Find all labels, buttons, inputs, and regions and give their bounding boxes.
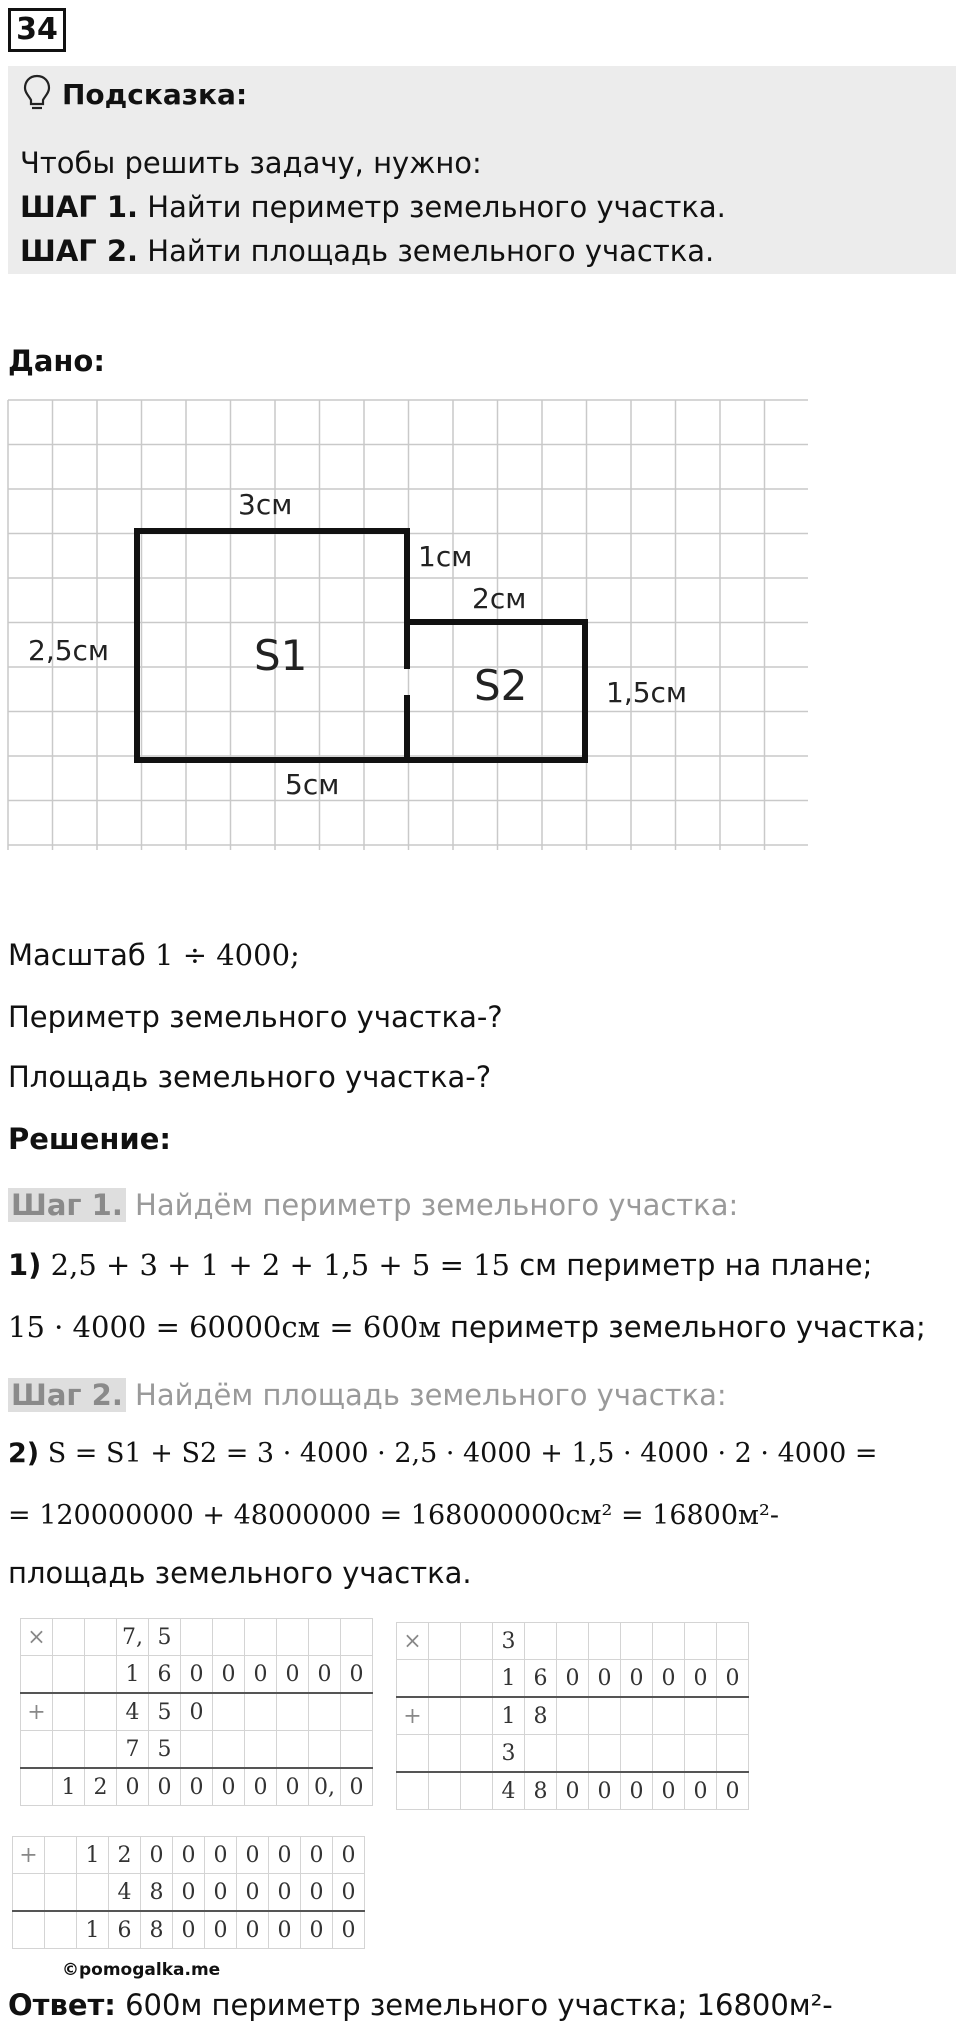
calc-digit xyxy=(277,1731,309,1769)
calc-digit xyxy=(717,1697,749,1735)
line3-num: 2) xyxy=(8,1438,40,1469)
calc-digit xyxy=(85,1619,117,1656)
calc-digit: 0 xyxy=(341,1656,373,1694)
calc-digit: 1 xyxy=(493,1697,525,1735)
calc-digit: 6 xyxy=(149,1656,181,1694)
calc-sign xyxy=(21,1731,53,1769)
plot-outline xyxy=(137,531,585,760)
hint-step2-label: ШАГ 2. xyxy=(20,234,139,268)
calc-sign: + xyxy=(397,1697,429,1735)
calc-digit: 7 xyxy=(117,1731,149,1769)
calc-digit: 0 xyxy=(717,1772,749,1810)
scale-prefix: Масштаб xyxy=(8,938,156,972)
calc-digit: 0 xyxy=(589,1772,621,1810)
calc-digit xyxy=(685,1623,717,1660)
calc-digit: 0 xyxy=(621,1660,653,1698)
calc-row xyxy=(21,1619,373,1656)
line2 xyxy=(8,1310,926,1344)
calc-digit xyxy=(181,1731,213,1769)
site-credit: ©pomogalka.me xyxy=(62,1960,221,1980)
calc-digit: 2 xyxy=(109,1837,141,1874)
calc-digit xyxy=(685,1697,717,1735)
calc-digit: 0 xyxy=(333,1837,365,1874)
calc-digit: 0 xyxy=(301,1874,333,1912)
calc-digit: 0 xyxy=(173,1874,205,1912)
calc-digit: 0 xyxy=(653,1772,685,1810)
calc-digit: 0 xyxy=(685,1660,717,1698)
step2-text: Найдём площадь земельного участка: xyxy=(125,1378,727,1412)
calc-digit xyxy=(429,1772,461,1810)
step1-tag: Шаг 1. xyxy=(8,1188,126,1222)
calc-digit xyxy=(85,1693,117,1731)
calc-digit xyxy=(621,1623,653,1660)
calc-digit: 5 xyxy=(149,1619,181,1656)
calc-digit: 0 xyxy=(301,1911,333,1949)
calc-digit: 3 xyxy=(493,1735,525,1773)
question-area: Площадь земельного участка-? xyxy=(8,1060,492,1094)
calc-digit xyxy=(525,1735,557,1773)
region-s1: S1 xyxy=(254,631,308,680)
calc-row xyxy=(13,1837,365,1874)
calc-digit: 0 xyxy=(653,1660,685,1698)
calc-digit: 1 xyxy=(117,1656,149,1694)
calc-digit: 0 xyxy=(269,1911,301,1949)
calc-digit xyxy=(557,1623,589,1660)
calc-digit xyxy=(461,1697,493,1735)
answer-text: 600м периметр земельного участка; 16800м²- xyxy=(115,1988,833,2022)
label-step: 1см xyxy=(418,540,473,573)
calc-digit: 0 xyxy=(205,1837,237,1874)
calc-digit: 0 xyxy=(141,1837,173,1874)
calc-row xyxy=(397,1772,749,1810)
calc-digit xyxy=(621,1697,653,1735)
calc-digit: 0 xyxy=(213,1656,245,1694)
calc-digit xyxy=(429,1697,461,1735)
calc-digit: 8 xyxy=(525,1697,557,1735)
calc-digit xyxy=(589,1735,621,1773)
line2-text: периметр земельного участка; xyxy=(440,1310,926,1344)
calc-digit xyxy=(213,1619,245,1656)
calc-digit xyxy=(309,1731,341,1769)
calc-digit: 1 xyxy=(493,1660,525,1698)
calc-digit: 0 xyxy=(557,1660,589,1698)
calc-digit: 0 xyxy=(277,1768,309,1806)
calc-digit: 1 xyxy=(53,1768,85,1806)
calc-digit xyxy=(53,1731,85,1769)
line3 xyxy=(8,1438,878,1469)
calc-digit: 4 xyxy=(109,1874,141,1912)
given-label: Дано: xyxy=(8,344,105,378)
calc-digit xyxy=(717,1735,749,1773)
calc-digit xyxy=(213,1731,245,1769)
calc-digit: 0 xyxy=(589,1660,621,1698)
calc-sign xyxy=(397,1735,429,1773)
calc-row xyxy=(397,1735,749,1773)
calc-digit: 0 xyxy=(301,1837,333,1874)
calc-digit: 0 xyxy=(213,1768,245,1806)
calc-digit xyxy=(45,1911,77,1949)
calc-multiplication-1 xyxy=(20,1618,373,1806)
answer-line xyxy=(8,1988,833,2022)
calc-digit xyxy=(309,1619,341,1656)
calc-digit: 1 xyxy=(77,1911,109,1949)
calc-digit: 0 xyxy=(149,1768,181,1806)
calc-digit: 5 xyxy=(149,1731,181,1769)
line4: = 120000000 + 48000000 = 168000000см² = 16800м²- xyxy=(8,1500,779,1531)
calc-row xyxy=(13,1911,365,1949)
calc-digit xyxy=(557,1697,589,1735)
calc-digit: 4 xyxy=(117,1693,149,1731)
calc-digit xyxy=(45,1837,77,1874)
label-bottom: 5см xyxy=(285,768,340,801)
calc-digit xyxy=(461,1623,493,1660)
calc-digit: 0 xyxy=(269,1874,301,1912)
calc-sign xyxy=(397,1660,429,1698)
line1-math: 2,5 + 3 + 1 + 2 + 1,5 + 5 = 15 xyxy=(41,1248,511,1282)
calc-digit xyxy=(589,1623,621,1660)
problem-number: 34 xyxy=(8,8,66,52)
calc-digit xyxy=(245,1619,277,1656)
calc-digit xyxy=(461,1660,493,1698)
calc-digit xyxy=(429,1660,461,1698)
calc-sign: + xyxy=(21,1693,53,1731)
lightbulb-icon xyxy=(22,74,52,112)
calc-digit xyxy=(653,1623,685,1660)
calc-digit xyxy=(309,1693,341,1731)
calc-digit: 0 xyxy=(685,1772,717,1810)
step1-text: Найдём периметр земельного участка: xyxy=(125,1188,739,1222)
calc-digit xyxy=(85,1731,117,1769)
hint-step1-text: Найти периметр земельного участка. xyxy=(138,190,726,224)
calc-sign: + xyxy=(13,1837,45,1874)
calc-sign: × xyxy=(21,1619,53,1656)
hint-step1 xyxy=(20,190,726,224)
calc-digit xyxy=(429,1623,461,1660)
calc-digit xyxy=(341,1693,373,1731)
calc-digit xyxy=(245,1731,277,1769)
calc-row xyxy=(21,1731,373,1769)
solution-label: Решение: xyxy=(8,1122,172,1156)
calc-digit: 0, xyxy=(309,1768,341,1806)
calc-row xyxy=(21,1693,373,1731)
calc-row xyxy=(397,1623,749,1660)
calc-digit xyxy=(461,1735,493,1773)
label-top: 3см xyxy=(238,488,293,521)
calc-digit: 0 xyxy=(717,1660,749,1698)
step2-heading xyxy=(8,1378,727,1412)
step1-heading xyxy=(8,1188,738,1222)
calc-digit: 0 xyxy=(205,1874,237,1912)
calc-digit xyxy=(53,1619,85,1656)
line1-text: см периметр на плане; xyxy=(510,1248,873,1282)
calc-digit: 7, xyxy=(117,1619,149,1656)
calc-row xyxy=(397,1660,749,1698)
calc-digit xyxy=(213,1693,245,1731)
calc-row xyxy=(397,1697,749,1735)
calc-digit: 0 xyxy=(341,1768,373,1806)
calc-digit xyxy=(557,1735,589,1773)
calc-sign xyxy=(397,1772,429,1810)
calc-digit: 4 xyxy=(493,1772,525,1810)
calc-digit: 0 xyxy=(237,1911,269,1949)
calc-digit: 0 xyxy=(621,1772,653,1810)
calc-digit: 0 xyxy=(333,1911,365,1949)
calc-digit: 0 xyxy=(245,1656,277,1694)
line5: площадь земельного участка. xyxy=(8,1556,472,1590)
calc-row xyxy=(21,1768,373,1806)
calc-digit: 0 xyxy=(173,1837,205,1874)
calc-digit xyxy=(53,1656,85,1694)
calc-addition xyxy=(12,1836,365,1949)
calc-row xyxy=(21,1656,373,1694)
region-s2: S2 xyxy=(474,661,528,710)
scale-line xyxy=(8,938,300,972)
scale-value: 1 ÷ 4000; xyxy=(155,938,300,972)
calc-digit: 1 xyxy=(77,1837,109,1874)
plot-figure xyxy=(0,398,960,858)
label-s2-top: 2см xyxy=(472,582,527,615)
calc-digit: 0 xyxy=(333,1874,365,1912)
calc-sign: × xyxy=(397,1623,429,1660)
calc-digit: 0 xyxy=(181,1768,213,1806)
calc-sign xyxy=(13,1911,45,1949)
calc-digit xyxy=(653,1697,685,1735)
calc-digit: 0 xyxy=(237,1874,269,1912)
calc-digit: 0 xyxy=(237,1837,269,1874)
line1 xyxy=(8,1248,872,1282)
calc-digit xyxy=(621,1735,653,1773)
calc-digit xyxy=(277,1693,309,1731)
calc-digit: 5 xyxy=(149,1693,181,1731)
calc-digit: 0 xyxy=(557,1772,589,1810)
calc-digit: 6 xyxy=(109,1911,141,1949)
calc-sign xyxy=(13,1874,45,1912)
line2-math: 15 · 4000 = 60000см = 600м xyxy=(8,1310,441,1344)
calc-digit: 8 xyxy=(141,1911,173,1949)
calc-digit: 0 xyxy=(181,1656,213,1694)
calc-digit: 0 xyxy=(277,1656,309,1694)
calc-digit: 8 xyxy=(525,1772,557,1810)
calc-digit xyxy=(589,1697,621,1735)
label-left: 2,5см xyxy=(28,634,110,667)
calc-digit xyxy=(53,1693,85,1731)
hint-title: Подсказка: xyxy=(62,78,248,111)
calc-digit xyxy=(277,1619,309,1656)
line3-math: S = S1 + S2 = 3 · 4000 · 2,5 · 4000 + 1,5 · 4000 · 2 · 4000 = xyxy=(39,1438,878,1469)
calc-digit xyxy=(45,1874,77,1912)
calc-digit xyxy=(77,1874,109,1912)
label-right: 1,5см xyxy=(606,676,688,709)
calc-row xyxy=(13,1874,365,1912)
calc-digit xyxy=(685,1735,717,1773)
hint-step2 xyxy=(20,234,714,268)
calc-digit xyxy=(653,1735,685,1773)
calc-digit: 0 xyxy=(309,1656,341,1694)
calc-digit xyxy=(429,1735,461,1773)
calc-digit xyxy=(181,1619,213,1656)
calc-digit xyxy=(341,1731,373,1769)
calc-digit: 2 xyxy=(85,1768,117,1806)
calc-digit xyxy=(461,1772,493,1810)
calc-multiplication-2 xyxy=(396,1622,749,1810)
calc-sign xyxy=(21,1768,53,1806)
calc-digit: 3 xyxy=(493,1623,525,1660)
calc-digit: 0 xyxy=(181,1693,213,1731)
calc-sign xyxy=(21,1656,53,1694)
line1-num: 1) xyxy=(8,1248,42,1282)
calc-digit: 0 xyxy=(269,1837,301,1874)
hint-intro: Чтобы решить задачу, нужно: xyxy=(20,146,482,180)
calc-digit xyxy=(525,1623,557,1660)
calc-digit: 0 xyxy=(117,1768,149,1806)
hint-step1-label: ШАГ 1. xyxy=(20,190,139,224)
calc-digit: 0 xyxy=(245,1768,277,1806)
step2-tag: Шаг 2. xyxy=(8,1378,126,1412)
calc-digit: 8 xyxy=(141,1874,173,1912)
calc-digit xyxy=(717,1623,749,1660)
answer-label: Ответ: xyxy=(8,1988,116,2022)
calc-digit xyxy=(245,1693,277,1731)
question-perimeter: Периметр земельного участка-? xyxy=(8,1000,503,1034)
plot-border xyxy=(137,531,585,760)
calc-digit: 6 xyxy=(525,1660,557,1698)
hint-step2-text: Найти площадь земельного участка. xyxy=(138,234,715,268)
calc-digit xyxy=(341,1619,373,1656)
calc-digit xyxy=(85,1656,117,1694)
calc-digit: 0 xyxy=(205,1911,237,1949)
calc-digit: 0 xyxy=(173,1911,205,1949)
